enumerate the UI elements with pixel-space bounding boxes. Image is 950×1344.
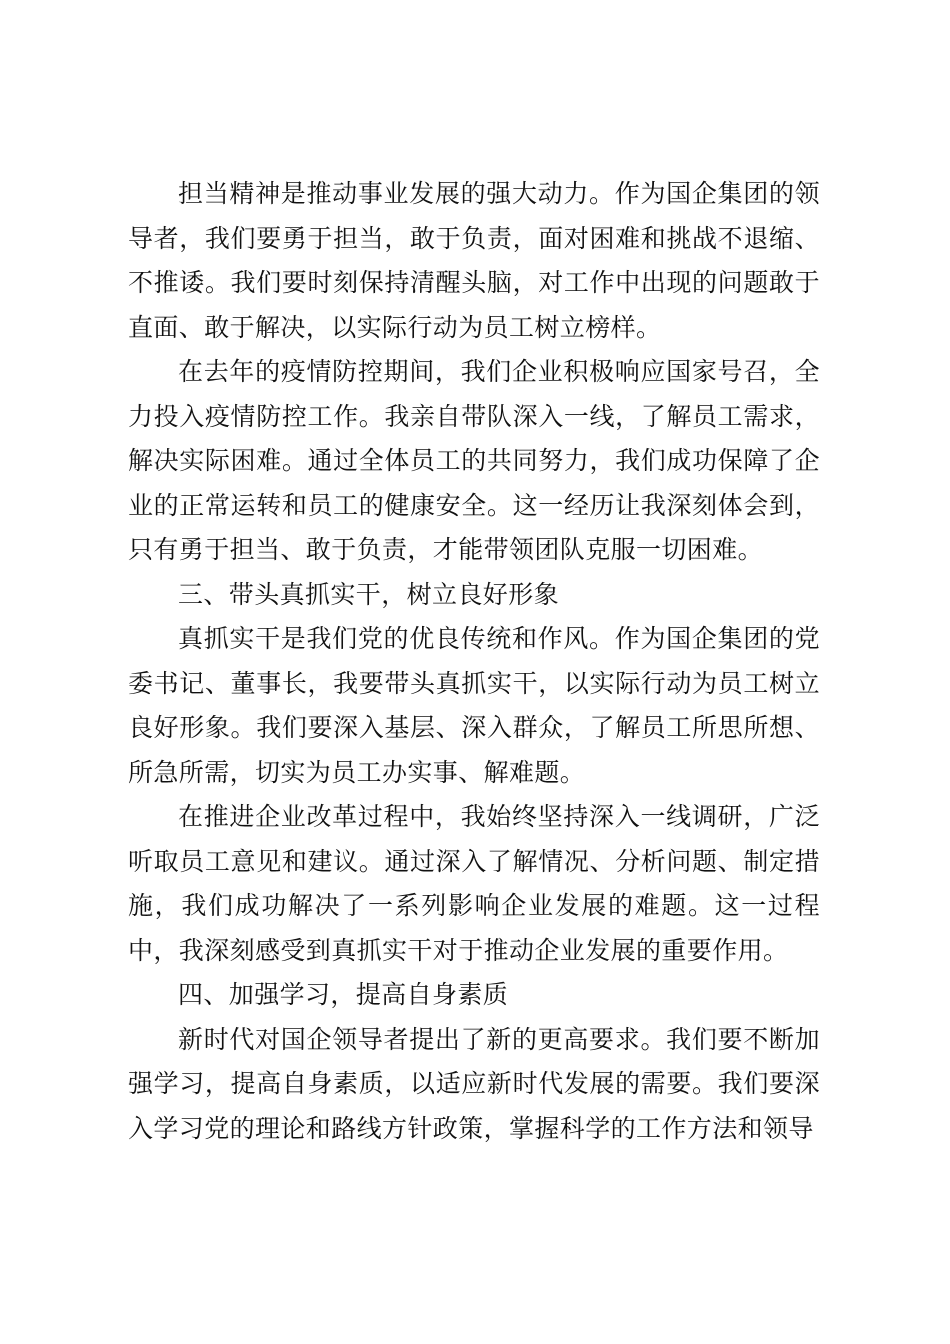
paragraph-practical-work: 真抓实干是我们党的优良传统和作风。作为国企集团的党委书记、董事长，我要带头真抓实干，以实际行动为员工树立良好形象。我们要深入基层、深入群众，了解员工所思所想、所急所需，切实为员工办实事、解难题。 <box>128 624 820 787</box>
paragraph-epidemic-control: 在去年的疫情防控期间，我们企业积极响应国家号召，全力投入疫情防控工作。我亲自带队深入一线，了解员工需求，解决实际困难。通过全体员工的共同努力，我们成功保障了企业的正常运转和员工的健康安全。这一经历让我深刻体会到，只有勇于担当、敢于负责，才能带领团队克服一切困难。 <box>128 357 820 564</box>
paragraph-responsibility: 担当精神是推动事业发展的强大动力。作为国企集团的领导者，我们要勇于担当，敢于负责，面对困难和挑战不退缩、不推诿。我们要时刻保持清醒头脑，对工作中出现的问题敢于直面、敢于解决，以实际行动为员工树立榜样。 <box>128 179 820 342</box>
document-page <box>128 172 820 1151</box>
section-heading-three: 三、带头真抓实干，树立良好形象 <box>178 579 560 609</box>
paragraph-learning: 新时代对国企领导者提出了新的更高要求。我们要不断加强学习，提高自身素质，以适应新时代发展的需要。我们要深入学习党的理论和路线方针政策，掌握科学的工作方法和领导 <box>128 1024 820 1143</box>
section-heading-four: 四、加强学习，提高自身素质 <box>178 980 509 1009</box>
paragraph-reform: 在推进企业改革过程中，我始终坚持深入一线调研，广泛听取员工意见和建议。通过深入了解情况、分析问题、制定措施，我们成功解决了一系列影响企业发展的难题。这一过程中，我深刻感受到真抓实干对于推动企业发展的重要作用。 <box>128 802 820 965</box>
